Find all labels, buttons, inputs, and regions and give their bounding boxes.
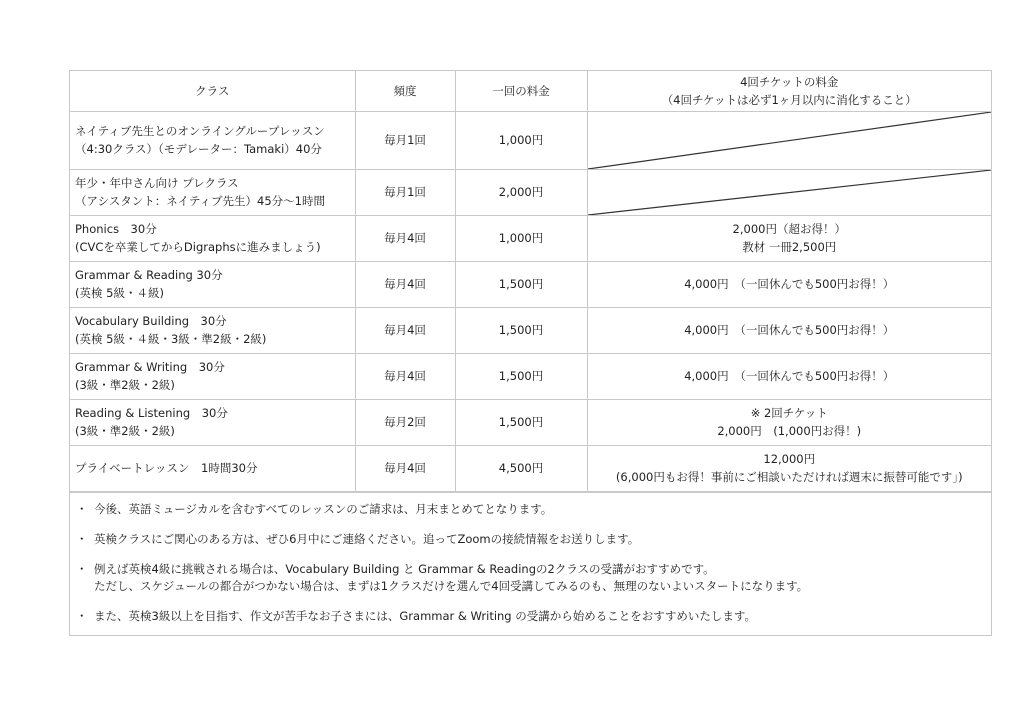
class-cell: Reading & Listening 30分 (3級・準2級・2級) [70, 399, 355, 445]
bullet-mark: ・ [76, 501, 88, 516]
fee-cell: 1,500円 [455, 261, 587, 307]
ticket-cell: 4,000円 （一回休んでも500円お得！） [587, 261, 991, 307]
class-cell: Grammar & Reading 30分 (英検 5級・４級) [70, 261, 355, 307]
frequency-cell: 毎月2回 [355, 399, 455, 445]
fee-cell: 1,500円 [455, 399, 587, 445]
diagonal-slash [588, 112, 992, 169]
frequency-cell: 毎月1回 [355, 169, 455, 215]
table-row [70, 399, 991, 445]
price-table [70, 71, 991, 492]
class-cell: Grammar & Writing 30分 (3級・準2級・2級) [70, 353, 355, 399]
table-row [70, 353, 991, 399]
note-line: ただし、スケジュールの都合がつかない場合は、まずは1クラスだけを選んで4回受講してみるのも、無理のないよいスタートになります。 [94, 578, 809, 593]
header-frequency: 頻度 [355, 71, 455, 111]
class-cell: Phonics 30分 (CVCを卒業してからDigraphsに進みましょう) [70, 215, 355, 261]
table-row [70, 261, 991, 307]
ticket-cell-na [587, 169, 991, 215]
fee-cell: 4,500円 [455, 445, 587, 491]
frequency-cell: 毎月4回 [355, 215, 455, 261]
table-row [70, 215, 991, 261]
note-item [76, 561, 991, 595]
frequency-cell: 毎月4回 [355, 307, 455, 353]
ticket-cell: 4,000円 （一回休んでも500円お得！） [587, 353, 991, 399]
header-ticket-fee: 4回チケットの料金 （4回チケットは必ず1ヶ月以内に消化すること） [587, 71, 991, 111]
header-single-fee: 一回の料金 [455, 71, 587, 111]
note-line: 英検クラスにご関心のある方は、ぜひ6月中にご連絡ください。追ってZoomの接続情報をお送りします。 [94, 531, 640, 546]
fee-cell: 1,000円 [455, 215, 587, 261]
price-sheet [69, 70, 992, 636]
frequency-cell: 毎月1回 [355, 111, 455, 169]
fee-cell: 1,500円 [455, 307, 587, 353]
ticket-cell: 4,000円 （一回休んでも500円お得！） [587, 307, 991, 353]
frequency-cell: 毎月4回 [355, 353, 455, 399]
fee-cell: 2,000円 [455, 169, 587, 215]
frequency-cell: 毎月4回 [355, 261, 455, 307]
header-row [70, 71, 991, 111]
note-item [76, 608, 991, 625]
fee-cell: 1,000円 [455, 111, 587, 169]
ticket-cell: 12,000円 (6,000円もお得！事前にご相談いただければ週末に振替可能です」) [587, 445, 991, 491]
note-item [76, 531, 991, 548]
note-line: 今後、英語ミュージカルを含むすべてのレッスンのご請求は、月末まとめてとなります。 [94, 501, 553, 516]
bullet-mark: ・ [76, 608, 88, 623]
class-cell: ネイティブ先生とのオンライングループレッスン （4:30クラス）（モデレーター：Tamaki）40分 [70, 111, 355, 169]
ticket-cell: 2,000円（超お得！） 教材 一冊2,500円 [587, 215, 991, 261]
fee-cell: 1,500円 [455, 353, 587, 399]
note-line: 例えば英検4級に挑戦される場合は、Vocabulary Building と Grammar & Readingの2クラスの受講がおすすめです。 [94, 561, 715, 576]
diagonal-slash [588, 170, 992, 215]
bullet-mark: ・ [76, 561, 88, 576]
class-cell: Vocabulary Building 30分 (英検 5級・４級・3級・準2級・2級) [70, 307, 355, 353]
class-cell: 年少・年中さん向け プレクラス （アシスタント：ネイティブ先生）45分〜1時間 [70, 169, 355, 215]
table-row [70, 307, 991, 353]
class-cell: プライベートレッスン 1時間30分 [70, 445, 355, 491]
ticket-cell: ※ 2回チケット 2,000円 (1,000円お得！) [587, 399, 991, 445]
notes-section [70, 492, 991, 635]
table-row [70, 169, 991, 215]
ticket-cell-na [587, 111, 991, 169]
table-row [70, 111, 991, 169]
bullet-mark: ・ [76, 531, 88, 546]
note-item [76, 501, 991, 518]
note-line: また、英検3級以上を目指す、作文が苦手なお子さまには、Grammar & Writing の受講から始めることをおすすめいたします。 [94, 608, 756, 623]
table-row [70, 445, 991, 491]
header-class: クラス [70, 71, 355, 111]
frequency-cell: 毎月4回 [355, 445, 455, 491]
